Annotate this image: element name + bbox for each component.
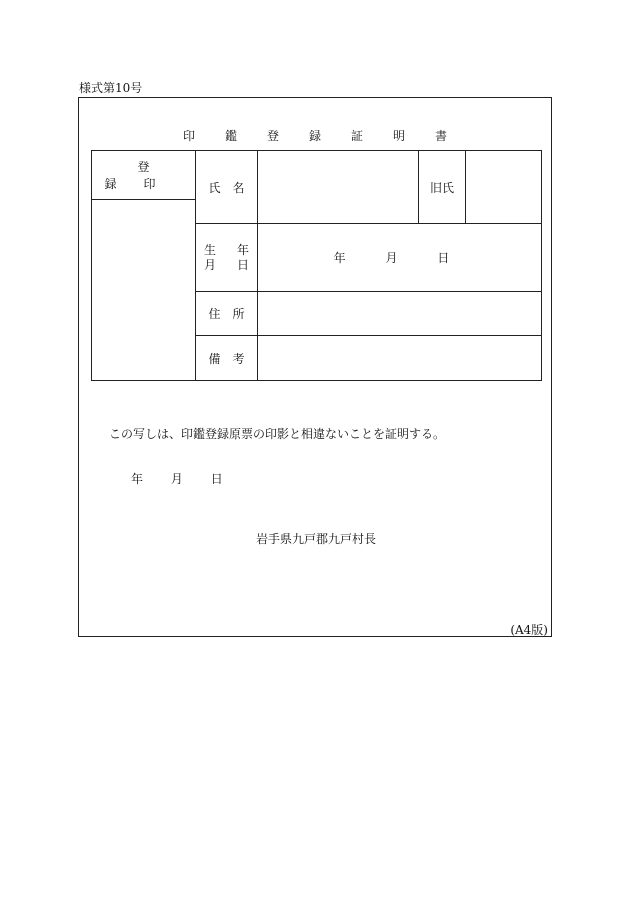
birth-date-value xyxy=(258,224,542,292)
issuer-name: 岩手県九戸郡九戸村長 xyxy=(255,532,376,546)
issue-year-unit: 年 xyxy=(131,472,144,486)
birth-year-unit: 年 xyxy=(333,251,346,265)
remarks-value-cell xyxy=(258,336,542,381)
seal-label: 登録印 xyxy=(92,151,196,200)
issue-date xyxy=(131,472,223,486)
certificate-table xyxy=(91,150,542,381)
birth-label-char: 生 xyxy=(204,242,217,257)
name-value-cell xyxy=(258,151,419,224)
address-label: 住所 xyxy=(196,292,258,336)
certificate-frame xyxy=(78,97,552,637)
birth-label-char: 月 xyxy=(204,257,217,272)
birth-month-unit: 月 xyxy=(385,251,398,265)
document-title: 印鑑登録証明書 xyxy=(182,129,477,143)
seal-impression-area xyxy=(92,200,196,381)
birth-label-char: 年 xyxy=(236,242,249,257)
address-value-cell xyxy=(258,292,542,336)
birth-date-label xyxy=(196,224,258,292)
birth-day-unit: 日 xyxy=(437,251,450,265)
old-name-value-cell xyxy=(466,151,542,224)
name-label: 氏名 xyxy=(196,151,258,224)
certification-statement: この写しは、印鑑登録原票の印影と相違ないことを証明する。 xyxy=(109,427,446,441)
birth-label-char: 日 xyxy=(236,257,249,272)
old-name-label: 旧氏 xyxy=(419,151,466,224)
issue-day-unit: 日 xyxy=(210,472,223,486)
remarks-label: 備考 xyxy=(196,336,258,381)
issue-month-unit: 月 xyxy=(170,472,183,486)
paper-size-note: (A4版) xyxy=(510,623,548,637)
form-number: 様式第10号 xyxy=(79,81,143,95)
